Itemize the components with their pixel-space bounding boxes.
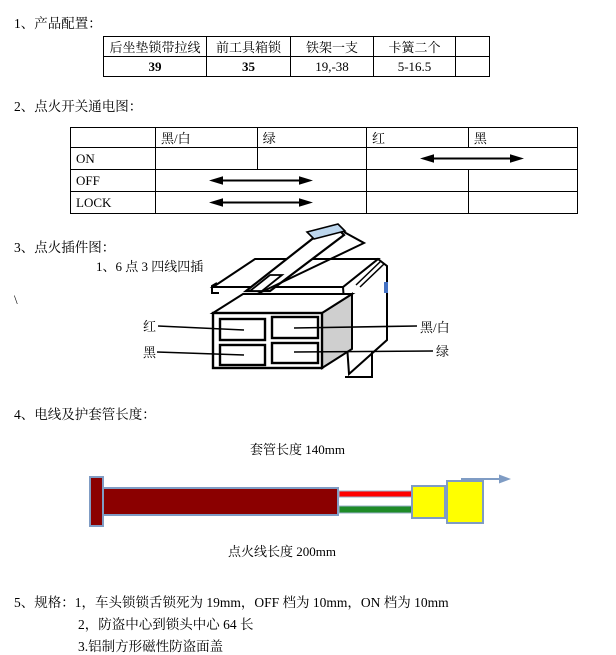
wire-drawing — [80, 465, 520, 535]
direction-arrow-head — [499, 475, 511, 484]
t2-empty-cell — [257, 148, 366, 170]
connector-drawing — [140, 220, 490, 395]
connector-block-large — [447, 481, 483, 523]
section3-heading: 3、点火插件图： — [14, 240, 116, 255]
t1-header-cell: 后坐垫锁带拉线 — [104, 37, 207, 57]
connector-diagram — [140, 220, 490, 395]
t2-empty-cell — [367, 192, 469, 214]
t2-row-label: ON — [71, 148, 156, 170]
t2-empty-cell — [156, 148, 258, 170]
t2-empty-cell — [367, 170, 469, 192]
t1-header-cell: 前工具箱锁 — [207, 37, 291, 57]
product-config-table — [103, 36, 490, 77]
edge-tick — [384, 282, 388, 293]
table-row — [104, 57, 490, 77]
t2-header-cell — [71, 128, 156, 148]
spec-item: 3.铝制方形磁性防盗面盖 — [78, 639, 224, 654]
t1-header-cell: 卡簧二个 — [374, 37, 456, 57]
section1-heading: 1、产品配置： — [14, 16, 102, 31]
table-row-off — [71, 170, 578, 192]
t1-header-cell — [456, 37, 490, 57]
ignition-wire-length-label: 点火线长度 200mm — [228, 544, 336, 559]
t2-row-label: OFF — [71, 170, 156, 192]
t1-value-cell: 5-16.5 — [374, 57, 456, 77]
spec-item: 2，防盗中心到锁头中心 64 长 — [78, 617, 254, 632]
table-row-lock — [71, 192, 578, 214]
double-arrow-icon — [372, 152, 572, 165]
section3-subheading: 1、6 点 3 四线四插 — [96, 259, 204, 274]
t2-empty-cell — [468, 192, 577, 214]
t1-value-cell: 19,-38 — [291, 57, 374, 77]
wire-label-black: 黑 — [143, 345, 157, 360]
table-row — [71, 128, 578, 148]
t2-connection-cell — [156, 192, 367, 214]
double-arrow-icon — [161, 174, 361, 187]
t2-header-cell: 绿 — [257, 128, 366, 148]
section4-heading: 4、电线及护套管长度： — [14, 407, 156, 422]
t1-header-cell: 铁架一支 — [291, 37, 374, 57]
t2-header-cell: 黑/白 — [156, 128, 258, 148]
wire-label-green: 绿 — [436, 344, 450, 359]
t2-header-cell: 红 — [367, 128, 469, 148]
stray-backslash: \ — [14, 292, 18, 307]
section2-heading: 2、点火开关通电图： — [14, 99, 143, 114]
red-wire — [339, 491, 412, 497]
t2-header-cell: 黑 — [468, 128, 577, 148]
green-wire — [339, 506, 412, 513]
double-arrow-icon — [161, 196, 361, 209]
t1-value-cell: 35 — [207, 57, 291, 77]
wire-label-red: 红 — [143, 319, 157, 334]
t2-connection-cell — [156, 170, 367, 192]
table-row-on — [71, 148, 578, 170]
wire-length-diagram — [80, 465, 520, 535]
t2-connection-cell — [367, 148, 578, 170]
sleeve-end-cap — [90, 477, 103, 526]
connector-block-small — [412, 486, 445, 518]
t2-row-label: LOCK — [71, 192, 156, 214]
section5-heading: 5、规格： — [14, 595, 75, 610]
slot-green — [272, 343, 318, 363]
wire-label-blackwhite: 黑/白 — [420, 320, 450, 335]
ignition-switch-table — [70, 127, 578, 214]
t1-value-cell — [456, 57, 490, 77]
sleeve-tube — [103, 488, 338, 515]
t1-value-cell: 39 — [104, 57, 207, 77]
leader-green — [294, 351, 433, 352]
sleeve-length-label: 套管长度 140mm — [250, 442, 345, 457]
section5-line1 — [14, 591, 449, 611]
table-row — [104, 37, 490, 57]
t2-empty-cell — [468, 170, 577, 192]
spec-item: 1，车头锁锁舌锁死为 19mm，OFF 档为 10mm，ON 档为 10mm — [74, 595, 449, 610]
